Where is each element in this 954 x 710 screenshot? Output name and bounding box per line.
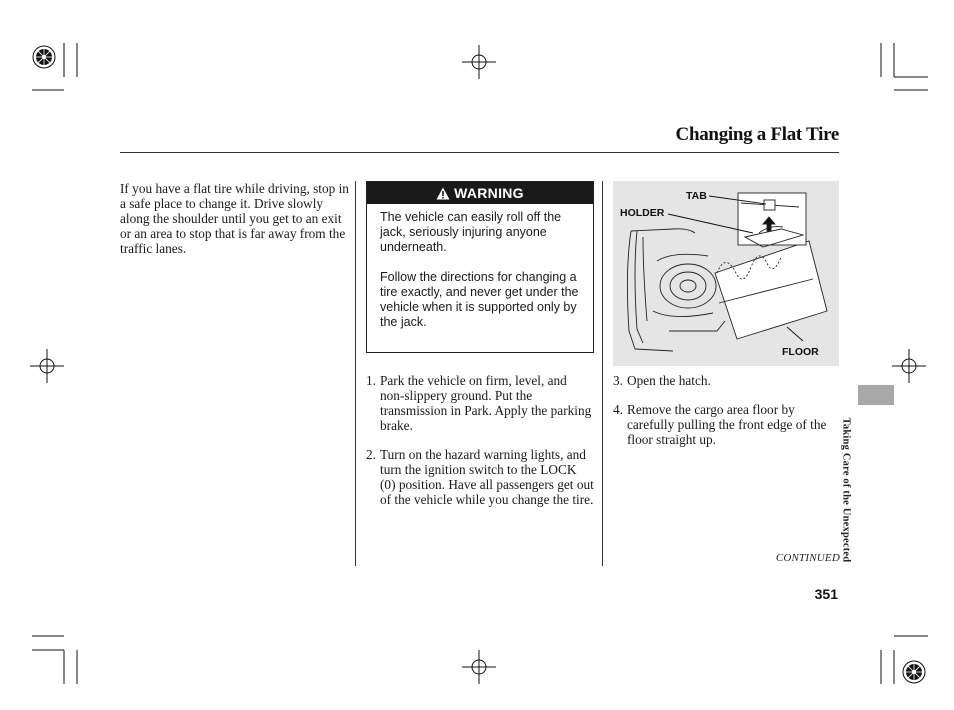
intro-paragraph: If you have a flat tire while driving, stop in a safe place to change it. Drive slowly along the shoulder until you get to an exit or an area to stop that is far away from the traffic lanes. — [120, 181, 349, 256]
section-tab-label: Taking Care of the Unexpected — [840, 417, 852, 563]
step-item — [613, 402, 839, 447]
starburst-mark-bottom-right — [903, 661, 925, 683]
warning-paragraph: Follow the directions for changing a tire exactly, and never get under the vehicle when it is supported only by the jack. — [380, 270, 579, 329]
title-rule — [120, 152, 839, 153]
page-title: Changing a Flat Tire — [675, 124, 839, 145]
starburst-mark-top-left — [33, 46, 55, 68]
step-text: Turn on the hazard warning lights, and turn the ignition switch to the LOCK (0) position. Have all passengers get out of the vehicle while you change the tire. — [380, 447, 594, 507]
step-item — [613, 373, 839, 388]
warning-triangle-icon — [436, 187, 450, 200]
figure-label-tab: TAB — [686, 190, 707, 202]
warning-box — [366, 181, 594, 353]
section-tab-marker — [858, 385, 894, 405]
steps-list-left — [366, 373, 594, 521]
step-number: 2. — [366, 447, 376, 462]
column-divider-2 — [602, 181, 603, 566]
step-text: Park the vehicle on firm, level, and non-slippery ground. Put the transmission in Park. Apply the parking brake. — [380, 373, 592, 433]
step-text: Remove the cargo area floor by carefully pulling the front edge of the floor straight up. — [627, 402, 827, 447]
step-number: 3. — [613, 373, 623, 388]
page-number: 351 — [814, 586, 838, 602]
steps-list-right — [613, 373, 839, 461]
step-item — [366, 447, 594, 507]
step-item — [366, 373, 594, 433]
warning-paragraph: The vehicle can easily roll off the jack, seriously injuring anyone underneath. — [380, 210, 562, 254]
column-divider-1 — [355, 181, 356, 566]
warning-header — [367, 182, 593, 204]
warning-heading: WARNING — [454, 185, 524, 201]
step-text: Open the hatch. — [627, 373, 711, 388]
step-number: 1. — [366, 373, 376, 388]
figure-label-holder: HOLDER — [620, 207, 665, 219]
figure-label-floor: FLOOR — [782, 346, 819, 358]
continued-label: CONTINUED — [775, 552, 840, 564]
step-number: 4. — [613, 402, 623, 417]
cargo-floor-illustration — [613, 181, 839, 366]
